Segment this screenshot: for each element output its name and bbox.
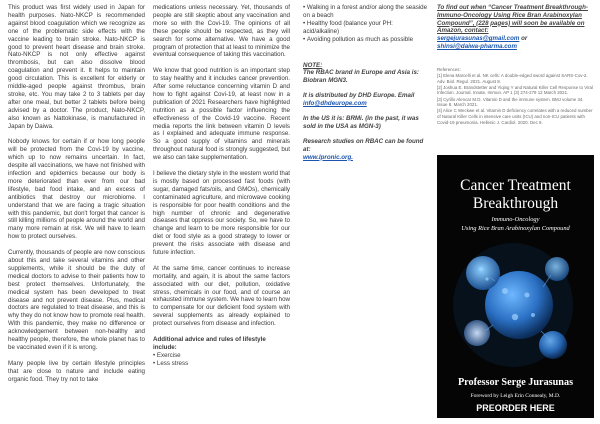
list-item: • Exercise xyxy=(153,352,290,360)
list-item: • Less stress xyxy=(153,360,290,368)
references-heading: References: xyxy=(437,66,461,72)
email-link[interactable]: shinsi@daiwa-pharma.com xyxy=(437,42,517,50)
book-author: Professor Serge Jurasunas xyxy=(457,377,574,388)
reference-item: [3] Cyrillo Alencar M.D. Vitamin D and the immune system. BMJ volume 34. Issue 8. March 2021. xyxy=(437,96,584,108)
list-item: • Avoiding pollution as much as possible xyxy=(303,36,428,44)
note-text: In the US it is: BRMi. (in the past, it was sold in the USA as MGN-3) xyxy=(303,115,419,130)
paragraph: We know that good nutrition is an important step to stay healthy and it includes cancer prevention. After some reluctance concerning vitamin D and how to fight against Covi-19, at least now in a publication of 2021 Researchers have highlighted nutrition as a possible factor influencing the effectiveness of the Covid-19 vaccine. Recent media reports the link between vitamin D levels as I explained and adequate immune response. So a good supply of vitamins and minerals throughout natural food is strongly suggested, but we also can take supplementation. xyxy=(153,67,290,162)
note-heading: NOTE: xyxy=(303,61,323,69)
article-column-3 xyxy=(303,4,428,169)
book-title-line-2: Breakthrough xyxy=(472,195,559,212)
list-item: • Healthy food (balance your PH: acid/alkaline) xyxy=(303,20,428,36)
advice-heading: Additional advice and rules of lifestyle include: xyxy=(153,336,266,351)
reference-item: [4] Alice C Weckwe et al. Vitamin D deficiency correlates with a reduced number of Natural Killer Cells in intensive care units (ICU) and non-ICU patients with Covid-19 pneumonia. Hellenic J. Cardiol. 2020. Dec 9. xyxy=(437,108,593,125)
order-info xyxy=(437,4,595,51)
book-cover[interactable] xyxy=(437,155,594,418)
book-title-line-1: Cancer Treatment xyxy=(460,177,571,194)
note-text xyxy=(303,92,428,108)
email-link[interactable]: sergejurasunas@gmail.com xyxy=(437,35,520,43)
book-foreword: Foreword by Leigh Erin Connealy, M.D. xyxy=(470,393,561,399)
paragraph: At the same time, cancer continues to increase mortality, and again, it is about the same factors associated with our diet, pollution, oxidative stress, chemicals in our food, and of course an exhausted immune system. We have to learn how to compensate for our deficient food system with several supplements as already explained to protect ourselves from disease and infection. xyxy=(153,264,290,328)
advice-list xyxy=(153,352,290,368)
website-link[interactable]: www.lpronic.org. xyxy=(303,153,353,161)
sidebar-column xyxy=(437,4,595,126)
book-subtitle-1: Immuno-Oncology xyxy=(491,216,540,223)
article-column-2 xyxy=(153,4,290,368)
paragraph: Many people live by certain lifestyle principles that are close to nature and include eating organic food. They try not to take xyxy=(8,359,145,383)
preorder-button[interactable]: PREORDER HERE xyxy=(476,403,555,413)
reference-item: [1] Elena Marcelli et al. NK cells: A double-edged sword against SARS-Cov-2. Adv. Biol. Regul. 2021. August 8. xyxy=(437,72,588,84)
list-item: • Walking in a forest and/or along the seaside on a beach xyxy=(303,4,428,20)
paragraph: I believe the dietary style in the western world that is mostly based on processed fast foods (with sugar, damaged fats/oils, and GMOs), chemically contaminated agriculture, and microwave cooking is responsible for poor health conditions and the high number of chronic and degenerative diseases that oppress our society. So, we have to change and learn to be more responsible for our diet or food style as a good strategy to lower or prevent the risks associate with disease and future infection. xyxy=(153,170,290,257)
immune-cells-illustration xyxy=(453,235,578,375)
lifestyle-list xyxy=(303,4,428,44)
note-text-research: Research studies on RBAC can be found at: xyxy=(303,137,424,153)
note-text-distributor: It is distributed by DHD Europe. Email xyxy=(303,92,415,100)
paragraph: This product was first widely used in Japan for health purposes. Nato-NKCP is recommended against blood coagulation which we recognize as one of the problematic side effects with the vaccine leading to brain stroke. Nato-NKCP is good to prevent heart disease and brain stroke. Nato-NKCP is not only effective against thrombosis, but can also dissolve blood coagulation and prevent it. It helps to maintain good circulation. This is excellent for elderly or middle-aged people against thrombus, brain stroke, etc. You may take 2 to 3 tablets per day after one meal, but better 2 tablets before being advised by a doctor. The product, Nato-NKCP, also known as Nattokinase, is manufactured in Japan by Daiwa. xyxy=(8,4,145,130)
article-column-1 xyxy=(8,4,145,391)
email-link[interactable]: info@dhdeurope.com xyxy=(303,100,367,108)
references xyxy=(437,67,595,125)
book-subtitle-2: Using Rice Bran Arabinoxylan Compound xyxy=(461,225,570,232)
or-text: or xyxy=(519,35,528,43)
note-text: The RBAC brand in Europe and Asia is: Biobran MGN3. xyxy=(303,69,419,85)
paragraph: medications unless necessary. Yet, thousands of people are still skeptic about any vaccination and more so with the Covi-19. The opinions of all these people should be respected, as they will search for some alternative. We have a good program of protection that at least to minimize the eventual consequence of taking this vaccination. xyxy=(153,4,290,59)
reference-item: [2] Joshua E. Brandstetter and Yiqing Y and Natural Killer Cell Response to Viral Infection. Journal. Innate. Immun. AP 1 (3) 274-279 12 March 2021. xyxy=(437,84,593,96)
note-text xyxy=(303,138,428,162)
paragraph: Currently, thousands of people are now conscious about this and take several vitamins and other supplements, while it should be the duty of medical doctors to advise to their patients how to best protect themselves. Unfortunately, the medical system has been developed to treat disease and not prevent disease. Plus, medical doctors are regulated to treat disease, and this is why they do not know how to promote real health. With this pandemic, they make no difference or acknowledgement between non-healthy and healthy people, therefore, the whole planet has to be vaccinated even if it is wrong. xyxy=(8,249,145,351)
order-title: To find out when “Cancer Treatment Breakthrough- Immuno-Oncology Using Rice Bran Arabinoxylan Compound”, (228 pages) will soon be available on Amazon, contact: xyxy=(437,4,588,35)
paragraph: Nobody knows for certain if or how long people will be protected from the Covi-19 by vaccine, which up to now remains uncertain. In fact, despite all vaccinations, we have not finished with infection and epidemics because our body is more deteriorated than ever from our bad lifestyle, bad food intake, and an excess of antibiotics that destroy our microbiome. I understand that we are facing a tragic situation with this pandemic, but don't forget that cancer is still killing millions of people around the world and many more remain at risk. We will have to learn how to protect ourselves. xyxy=(8,138,145,241)
note-block xyxy=(303,69,428,161)
